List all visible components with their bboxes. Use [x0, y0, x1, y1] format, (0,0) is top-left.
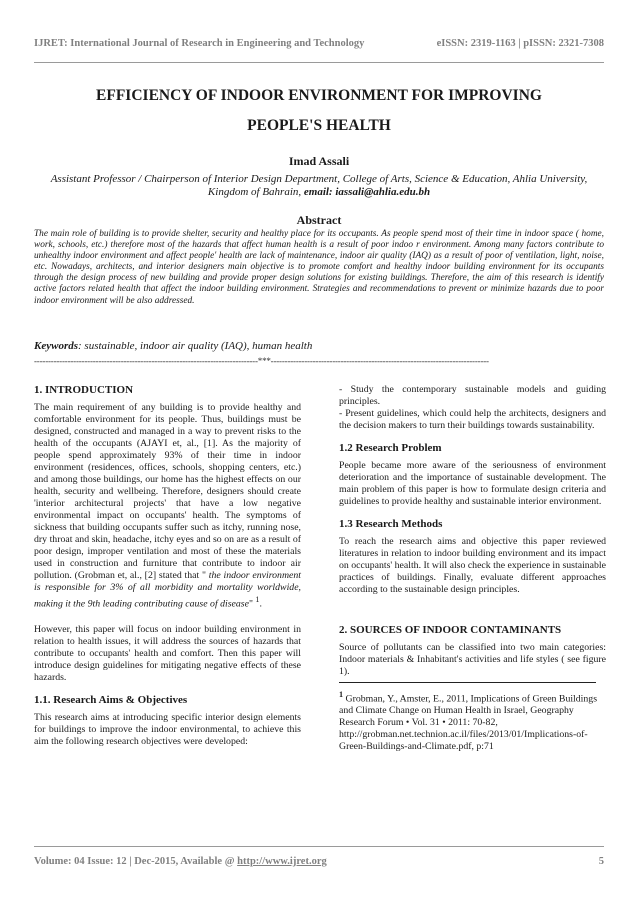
- affiliation-text: Assistant Professor / Chairperson of Interior Design Department, College of Arts, Science & Education, Ahlia University, Kingdom of Bahrain,: [50, 173, 588, 198]
- abstract-body: The main role of building is to provide shelter, security and healthy place for its occupants. As people spend most of their time in indoor space ( home, work, schools, etc.) therefore most of the hazards that affect human health is a result of poor indoo r environment. Among many factors contribute to unhealthy indoor environment and affect people' health are lack of maintenance, indoor air quality (IAQ) as a result of poor of ventilation, light, noise, etc. Nowadays, architects, and interior designers main objective is to promote comfort and healthy indoor building environment for its occupants through the design process of new building and provide proper design solutions for existing buildings. Therefore, the aim of this research is identify active factors related health that affect the indoor building environment. Strategies and recommendations to prevent or minimize hazards due to poor indoor environment will be also addressed.: [34, 229, 604, 306]
- right-column: [339, 384, 606, 753]
- keywords-label: Keywords: [34, 340, 78, 352]
- footnote-ref[interactable]: 1: [255, 595, 260, 604]
- aims-paragraph: This research aims at introducing specific interior design elements for buildings to improve the indoor environmental, to achieve this aim the following research objectives were developed:: [34, 712, 301, 748]
- issn: eISSN: 2319-1163 | pISSN: 2321-7308: [436, 38, 604, 49]
- keywords-text: : sustainable, indoor air quality (IAQ), human health: [78, 340, 313, 352]
- journal-name: IJRET: International Journal of Research in Engineering and Technology: [34, 38, 365, 49]
- paper-title-line-1: EFFICIENCY OF INDOOR ENVIRONMENT FOR IMPROVING: [96, 87, 542, 104]
- sources-heading: 2. SOURCES OF INDOOR CONTAMINANTS: [339, 624, 562, 636]
- objective-1: - Study the contemporary sustainable models and guiding principles.: [339, 384, 606, 407]
- left-column: [34, 384, 301, 758]
- section-separator: --------------------------------------------------------------------------------***------------------------------------------------------------------------------: [34, 356, 489, 366]
- footer-rule: [34, 846, 604, 847]
- methods-paragraph: To reach the research aims and objective this paper reviewed literatures in relation to indoor building environment and its impact on occupants' health. It will also check the experience in sustainable practices of buildings. Finally, evaluate different approaches according to the sustainable design principles.: [339, 536, 607, 595]
- author-email[interactable]: email: iassali@ahlia.edu.bh: [303, 186, 431, 198]
- footnote-mark: 1: [339, 690, 344, 699]
- problem-heading: 1.2 Research Problem: [339, 442, 442, 454]
- sources-paragraph: Source of pollutants can be classified into two main categories: Indoor materials & Inhabitant's activities and life styles ( see figure 1).: [339, 642, 606, 677]
- introduction-paragraph-2: However, this paper will focus on indoor building environment in relation to health issues, it will address the sources of hazards that contribute to occupants' health and comfort. Then this paper will introduce design guidelines for mitigating negative effects of these hazards.: [34, 624, 301, 684]
- header-rule: [34, 62, 604, 63]
- paper-title-line-2: PEOPLE'S HEALTH: [247, 117, 391, 134]
- aims-heading: 1.1. Research Aims & Objectives: [34, 694, 188, 707]
- journal-link[interactable]: http://www.ijret.org: [237, 856, 327, 867]
- problem-paragraph: People became more aware of the seriousness of environment deterioration and the importance of sustainable development. The main problem of this paper is how to formulate design criteria and guidelines to provide healthy and sustainable interior environment.: [339, 460, 606, 507]
- author-affiliation: [40, 173, 598, 199]
- quote: the indoor environment is responsible for 3% of all morbidity and mortality worldwide, making it the 9th leading contributing cause of disease: [34, 570, 302, 610]
- introduction-paragraph-1: The main requirement of any building is to provide healthy and comfortable environment for its people. Thus, buildings must be designed, constructed and managed in a way to prevent risks to the health of the occupants (AJAYI et, al., [1]. As the majority of people spend approximately 93% of their time in indoor environment (residences, offices, schools, shopping centers, etc.) and among those buildings, our home has the highest effects on our health, security and wellbeing. Therefore, designers should create 'interior architectural projects' that have a low negative environmental impact on occupants' health. The symptoms of sickness that building occupants suffer such as itchy, running nose, dry throat and skin, headache, itchy eyes and so on are as a result of poor design, improper ventilation and most of these the materials used in construction and furniture that contribute to indoor air pollution. (Grobman et, al., [2] stated that " the indoor environment is responsible for 3% of all morbidity and mortality worldwide, making it the 9th leading contributing cause of disease" $^1$.: [34, 402, 302, 610]
- footnote-rule: [339, 682, 596, 683]
- footnote: [339, 689, 606, 753]
- footnote-text: Grobman, Y., Amster, E., 2011, Implications of Green Buildings and Climate Change on Human Health in Israel, Geography Research Forum • Vol. 31 • 2011: 70-82, http://grobman.net.technion.ac.il/files/2013/01/Implications-of-Green-Buildings-and-Climate.pdf, p:71: [339, 693, 598, 753]
- introduction-heading: 1. INTRODUCTION: [34, 384, 134, 396]
- running-footer: [34, 856, 604, 867]
- keywords: [34, 340, 604, 352]
- page-number: 5: [598, 856, 604, 867]
- objective-2: - Present guidelines, which could help the architects, designers and the decision makers to turn their buildings towards sustainability.: [339, 408, 606, 431]
- author-name: Imad Assali: [288, 154, 350, 168]
- abstract-heading: Abstract: [296, 213, 342, 227]
- volume-info: Volume: 04 Issue: 12 | Dec-2015, Available @: [34, 856, 238, 867]
- methods-heading: 1.3 Research Methods: [339, 518, 443, 530]
